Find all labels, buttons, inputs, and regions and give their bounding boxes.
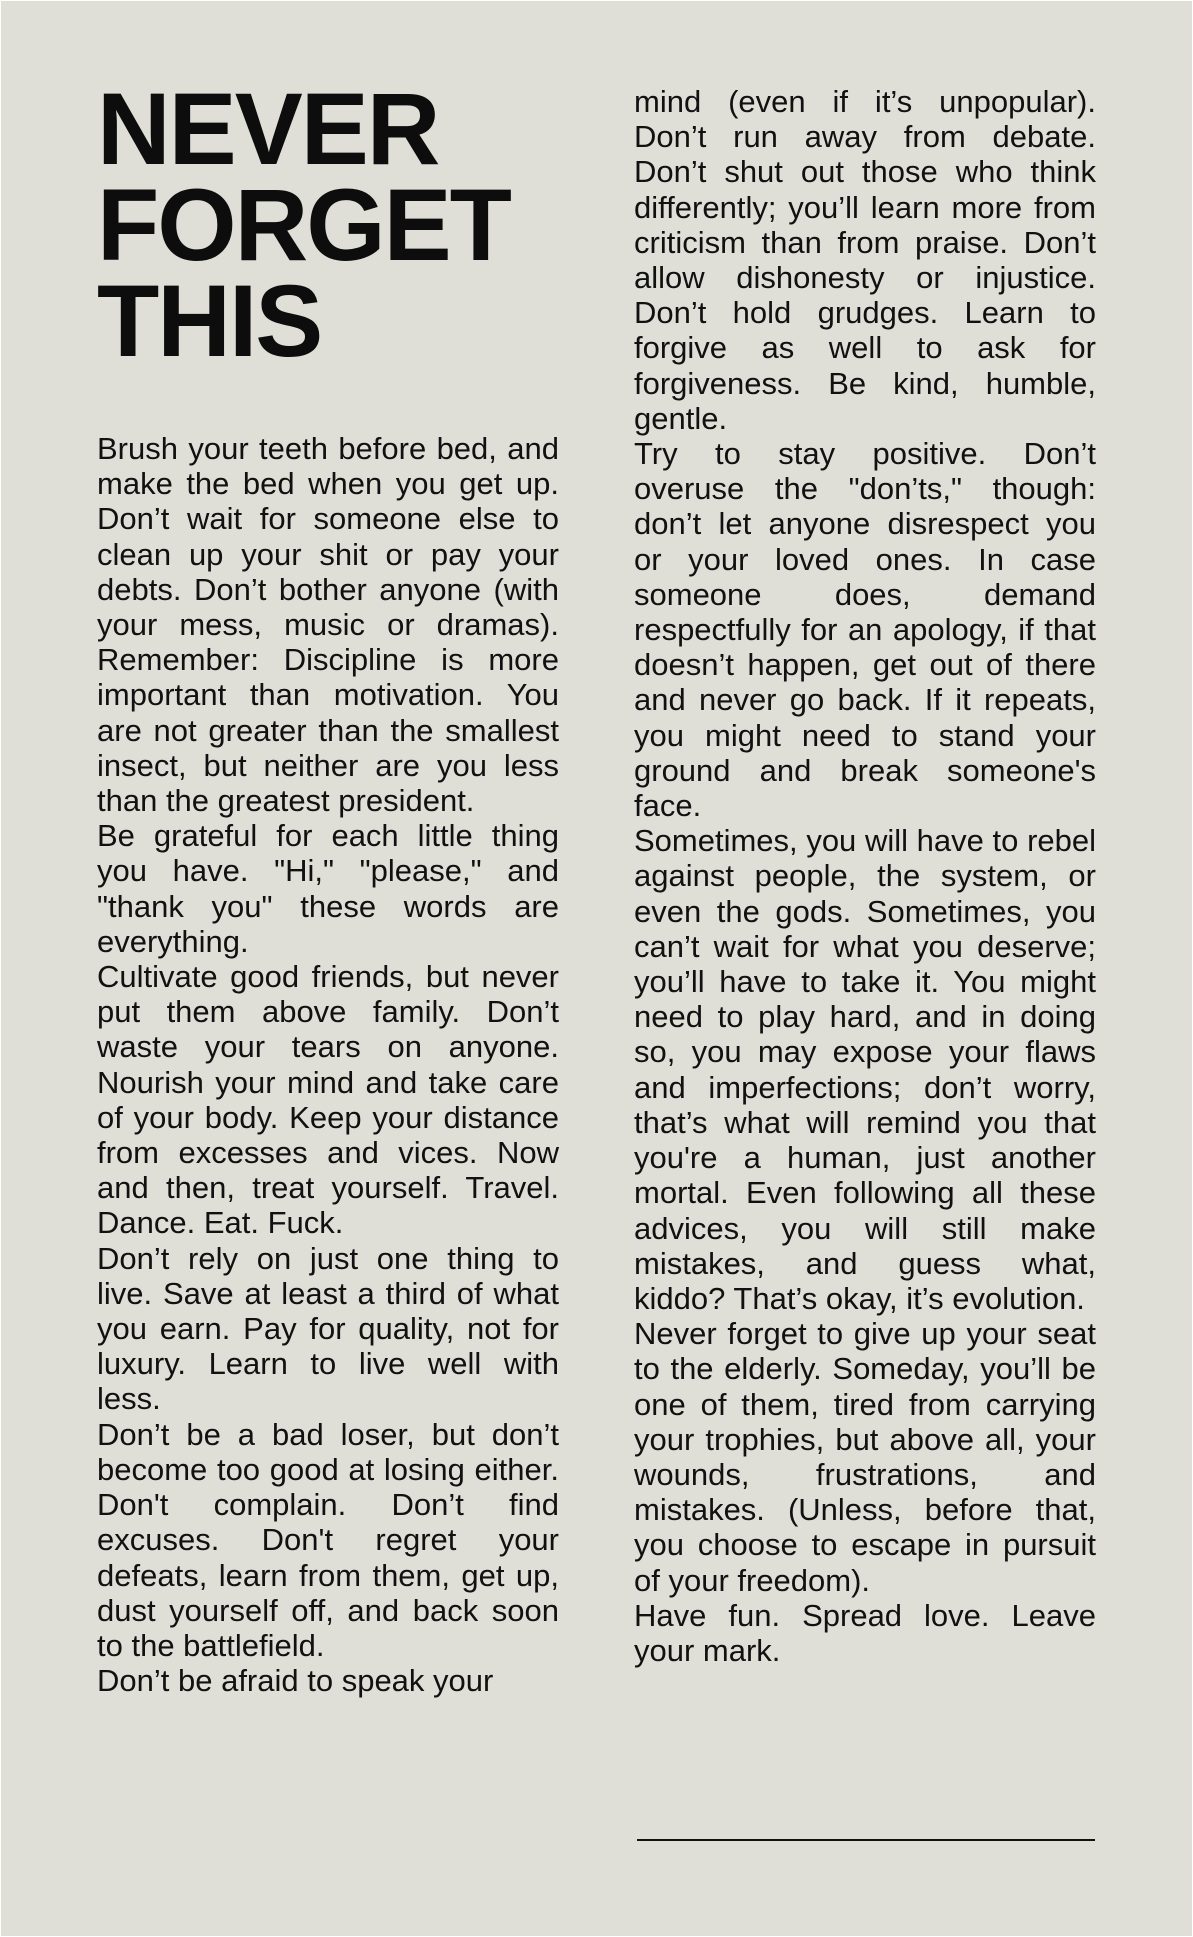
paragraph: Brush your teeth before bed, and make the bed when you get up. Don’t wait for someone else to clean up your shit or pay your debts. Don’t bother anyone (with your mess, music or dramas). Remember: Discipline is more important than motivation. You are not greater than the smallest insect, but neither are you less than the greatest president. — [97, 431, 559, 819]
closing-rule — [637, 1839, 1095, 1841]
right-column — [634, 1, 1096, 1668]
paragraph: Don’t rely on just one thing to live. Save at least a third of what you earn. Pay for quality, not for luxury. Learn to live well with less. — [97, 1240, 559, 1417]
title-line: FORGET — [97, 168, 510, 282]
title-line: THIS — [97, 264, 322, 378]
page-title — [97, 1, 559, 378]
paragraph: Cultivate good friends, but never put them above family. Don’t waste your tears on anyone. Nourish your mind and take care of your body. Keep your distance from excesses and vices. Now and then, treat yourself. Travel. Dance. Eat. Fuck. — [97, 959, 559, 1241]
left-column — [97, 1, 559, 1698]
paragraph: Try to stay positive. Don’t overuse the "don’ts," though: don’t let anyone disrespect you or your loved ones. In case someone does, demand respectfully for an apology, if that doesn’t happen, get out of there and never go back. If it repeats, you might need to stand your ground and break someone's face. — [634, 436, 1096, 824]
right-body-text — [634, 84, 1096, 1668]
paragraph: mind (even if it’s unpopular). Don’t run away from debate. Don’t shut out those who think differently; you’ll learn more from criticism than from praise. Don’t allow dishonesty or injustice. Don’t hold grudges. Learn to forgive as well to ask for forgiveness. Be kind, humble, gentle. — [634, 84, 1096, 436]
paragraph: Don’t be afraid to speak your — [97, 1663, 494, 1699]
paragraph: Have fun. Spread love. Leave your mark. — [634, 1597, 1096, 1668]
paragraph: Never forget to give up your seat to the elderly. Someday, you’ll be one of them, tired from carrying your trophies, but above all, your wounds, frustrations, and mistakes. (Unless, before that, you choose to escape in pursuit of your freedom). — [634, 1316, 1096, 1598]
left-body-text — [97, 431, 559, 1698]
paragraph: Sometimes, you will have to rebel against people, the system, or even the gods. Sometimes, you can’t wait for what you deserve; you’ll have to take it. You might need to play hard, and in doing so, you may expose your flaws and imperfections; don’t worry, that’s what will remind you that you're a human, just another mortal. Even following all these advices, you will still make mistakes, and guess what, kiddo? That’s okay, it’s evolution. — [634, 823, 1096, 1316]
poster — [1, 1, 1192, 1936]
title-line: NEVER — [97, 72, 439, 186]
paragraph: Don’t be a bad loser, but don’t become too good at losing either. Don't complain. Don’t find excuses. Don't regret your defeats, learn from them, get up, dust yourself off, and back soon to the battlefield. — [97, 1416, 559, 1663]
paragraph: Be grateful for each little thing you have. "Hi," "please," and "thank you" these words are everything. — [97, 818, 559, 959]
